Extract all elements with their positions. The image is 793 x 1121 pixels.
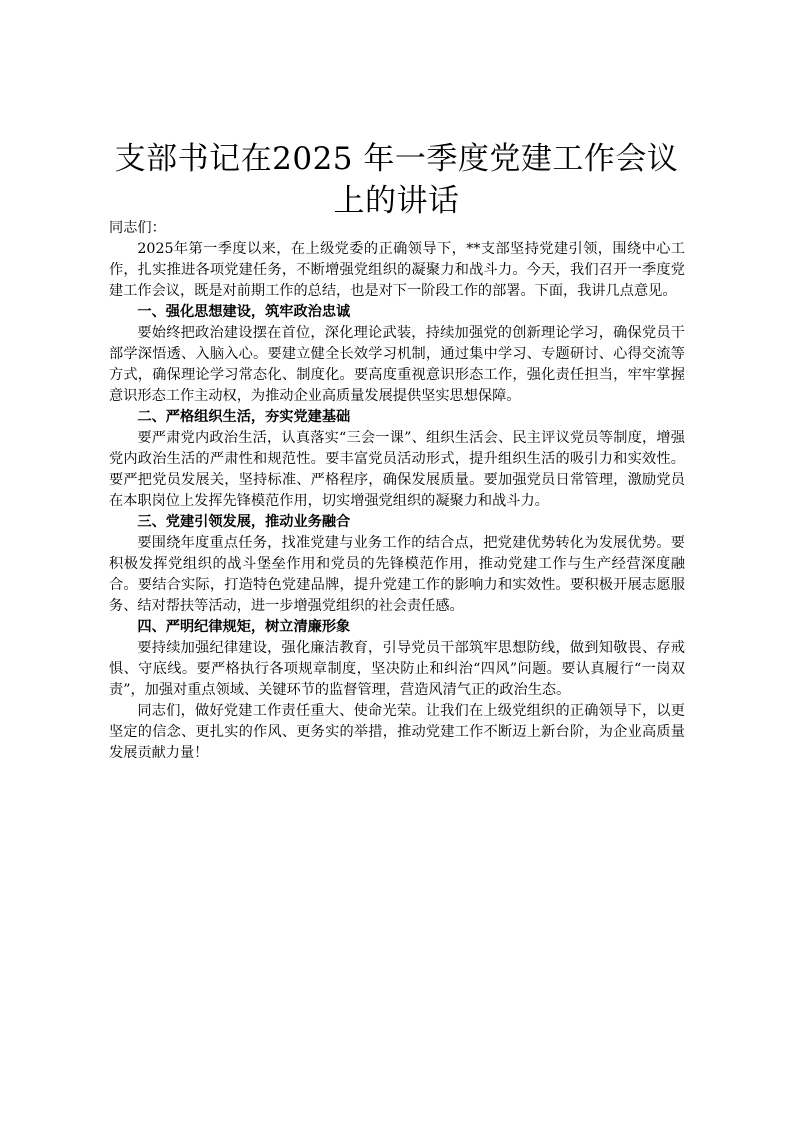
- document-body: [109, 218, 685, 764]
- section-paragraph-3: 要围绕年度重点任务，找准党建与业务工作的结合点，把党建优势转化为发展优势。要积极发挥党组织的战斗堡垒作用和党员的先锋模范作用，推动党建工作与生产经营深度融合。要结合实际，打造特色党建品牌，提升党建工作的影响力和实效性。要积极开展志愿服务、结对帮扶等活动，进一步增强党组织的社会责任感。: [109, 535, 685, 614]
- salutation: 同志们：: [109, 220, 166, 236]
- section-paragraph-2: 要严肃党内政治生活，认真落实“三会一课”、组织生活会、民主评议党员等制度，增强党内政治生活的严肃性和规范性。要丰富党员活动形式，提升组织生活的吸引力和实效性。要严把党员发展关，坚持标准、严格程序，确保发展质量。要加强党员日常管理，激励党员在本职岗位上发挥先锋模范作用，切实增强党组织的凝聚力和战斗力。: [109, 430, 685, 509]
- closing-paragraph: 同志们，做好党建工作责任重大、使命光荣。让我们在上级党组织的正确领导下，以更坚定的信念、更扎实的作风、更务实的举措，推动党建工作不断迈上新台阶，为企业高质量发展贡献力量！: [109, 703, 685, 761]
- section-paragraph-1: 要始终把政治建设摆在首位，深化理论武装，持续加强党的创新理论学习，确保党员干部学深悟透、入脑入心。要建立健全长效学习机制，通过集中学习、专题研讨、心得交流等方式，确保理论学习常态化、制度化。要高度重视意识形态工作，强化责任担当，牢牢掌握意识形态工作主动权，为推动企业高质量发展提供坚实思想保障。: [109, 325, 685, 404]
- section-heading-2: 二、严格组织生活，夯实党建基础: [137, 409, 351, 425]
- document-title: 支部书记在2025 年一季度党建工作会议上的讲话: [114, 141, 679, 219]
- section-heading-3: 三、党建引领发展，推动业务融合: [137, 514, 351, 530]
- intro-paragraph: 2025年第一季度以来，在上级党委的正确领导下，**支部坚持党建引领，围绕中心工作，扎实推进各项党建任务，不断增强党组织的凝聚力和战斗力。今天，我们召开一季度党建工作会议，既是对前期工作的总结，也是对下一阶段工作的部署。下面，我讲几点意见。: [109, 241, 685, 299]
- section-heading-1: 一、强化思想建设，筑牢政治忠诚: [137, 304, 351, 320]
- section-heading-4: 四、严明纪律规矩，树立清廉形象: [137, 619, 351, 635]
- section-paragraph-4: 要持续加强纪律建设，强化廉洁教育，引导党员干部筑牢思想防线，做到知敬畏、存戒惧、守底线。要严格执行各项规章制度，坚决防止和纠治“四风”问题。要认真履行“一岗双责”，加强对重点领域、关键环节的监督管理，营造风清气正的政治生态。: [109, 640, 685, 698]
